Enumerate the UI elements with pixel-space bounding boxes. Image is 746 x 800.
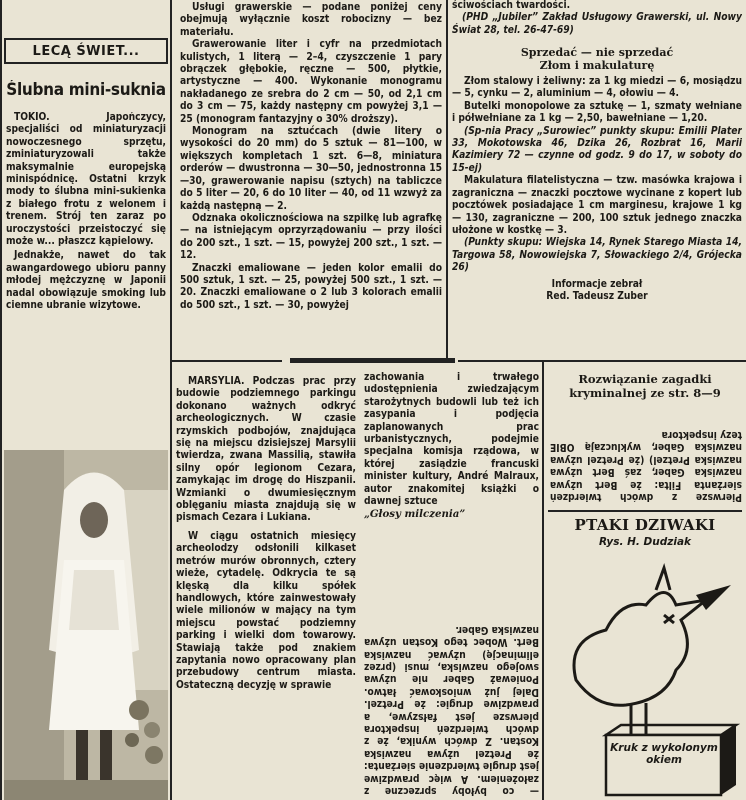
dateline: TOKIO.	[14, 112, 50, 123]
zlom-heading-2: Złom i makulaturę	[539, 58, 655, 72]
marsylia-col-2	[364, 372, 539, 550]
zagadka-header	[548, 372, 742, 400]
grawerskie-para-4: Odznaka okolicznościowa na szpilkę lub agrafkę — na istniejącym oprzyrządowaniu — przy ilości do 200 szt., 1 szt. — 15, powyżej 200 szt., 1 szt. — 12.	[180, 212, 442, 262]
zagadka-title-1: Rozwiązanie zagadki	[578, 372, 712, 386]
section-header-box	[4, 38, 168, 64]
tokio-body-1: Japończycy, specjaliści od miniaturyzacji nowoczesnego sprzętu, zminiaturyzowali także maksymalnie europejską minispódnicę. Ostatni krzyk mody to ślubna mini-sukienka z białego frotu z welonem i trenem. Strój ten zaraz po uroczystości przeistoczyć się może w... płaszcz kąpielowy.	[6, 112, 166, 248]
jubiler-address: (PHD „Jubiler” Zakład Usługowy Grawerski, ul. Nowy Świat 28, tel. 26-47-69)	[452, 12, 742, 36]
zagadka-inverted-body: Pierwsze z dwóch twierdzeń sierżanta Filta: że Bert używa nazwiska Gaber, zaś Bert używa nazwiska Pretzel) (że Pretzel używa nazwiska Gaber, wykluczają OBIE tezy inspektora	[550, 428, 742, 502]
tokio-article	[6, 112, 166, 442]
bride-photo-illustration	[4, 450, 168, 800]
zlom-para-1: Złom stalowy i żeliwny: za 1 kg miedzi — 6, mosiądzu — 5, cynku — 2, aluminium — 4, ołowiu — 4.	[452, 76, 742, 100]
solution-inverted-text	[364, 560, 539, 796]
grawerskie-para-3: Monogram na sztućcach (dwie litery o wysokości do 20 mm) do 5 sztuk — 81—100, w większych kompletach 1 szt. 6—8, miniatura orderów — dwustronna — 30—50, jednostronna 15—30, grawerowanie napisu (sztych) na tabliczce do 5 liter — 20, 6 do 10 liter — 40, od 11 wzwyż za każdą następną — 2.	[180, 126, 442, 212]
hrule-ptaki	[548, 510, 742, 512]
zlom-section	[452, 0, 742, 360]
left-border	[0, 0, 2, 800]
section-header: LECĄ ŚWIET...	[32, 43, 140, 59]
grawerskie-intro: — podane poniżej ceny obejmują wyłącznie koszt robocizny — bez materiału.	[180, 2, 442, 38]
kruk-drawing	[546, 560, 744, 800]
signature-line-1: Informacje zebrał	[551, 278, 643, 290]
zlom-heading-1: Sprzedać — nie sprzedać	[520, 46, 674, 60]
grawerskie-section	[180, 2, 442, 356]
solution-inverted-body: — co byłoby sprzeczne z założeniem. A więc prawdziwe jest drugie twierdzenie sierżanta: że Pretzel używa nazwiska Kostan. Z dwóch wynika, że z dwóch twierdzeń inspektora pierwsze jest fałszywe, a prawdziwe drugie: że Pretzel. Dalej już wnioskować łatwo. Ponieważ Gaber nie używa swojego nazwiska, musi (przez eliminację) używać nazwiska Bert. Wobec tego Kostan używa nazwiska Gaber.	[364, 623, 539, 796]
column-divider-mid	[446, 0, 448, 360]
marsylia-body-1: Podczas prac przy budowie podziemnego parkingu dokonano ważnych odkryć archeologicznych. W czasie rzymskich podbojów, znajdująca się na miejscu dzisiejszej Marsylii twierdza, zwana Massilią, stawiła silny opór legionom Cezara, zamykając im drogę do Hiszpanii. Wzmianki o dwumiesięcznym oblęganiu miasta znajdują się w pismach Cezara i Lukiana.	[176, 376, 356, 524]
article-title: Ślubna mini-suknia	[6, 80, 166, 100]
zagadka-title-2: kryminalnej ze str. 8—9	[569, 386, 721, 400]
zlom-para-3: (Sp-nia Pracy „Surowiec” punkty skupu: Emilii Plater 33, Mokotowska 46, Dzika 26, Rozbrat 16, Marii Kazimiery 72 — czynne od godz. 9 do 17, w soboty do 15-ej)	[452, 125, 742, 174]
right-continuation: ściwościach twardości.	[452, 0, 571, 11]
column-divider-right	[542, 362, 544, 800]
ptaki-header	[548, 516, 742, 548]
zagadka-inverted-text	[550, 402, 742, 502]
zlom-para-5: (Punkty skupu: Wiejska 14, Rynek Starego Miasta 14, Targowa 58, Nowowiejska 7, Słowackiego 2/4, Grójecka 26)	[452, 237, 742, 274]
hrule-left	[172, 360, 282, 362]
bride-photo	[4, 450, 168, 800]
grawerskie-para-2: Grawerowanie liter i cyfr na przedmiotach kulistych, 1 literą — 2–4, czyszczenie 1 pary obrączek głębokie, ręczne — 500, płytkie, artystyczne — 400. Wykonanie monogramu nakładanego ze srebra do 2 cm — 50, od 2,1 cm do 3 cm — 75, każdy następny cm powyżej 3,1 — 25 (monogram fantazyjny o 30% droższy).	[180, 39, 442, 125]
column-divider-left	[170, 0, 172, 800]
marsylia-dateline: MARSYLIA.	[188, 376, 245, 387]
marsylia-body-1b: W ciągu ostatnich miesięcy archeolodzy odsłonili kilkaset metrów murów obronnych, cztery wieże, cytadelę. Odkrycia te są klęską dla kilku spółek handlowych, które zainwestowały wiele milionów w mający na tym miejscu powstać podziemny parking i wielki dom towarowy. Stawiają także pod znakiem zapytania nowo opracowany plan przebudowy centrum miasta. Ostateczną decyzję w sprawie	[176, 530, 356, 691]
zlom-para-2: Butelki monopolowe za sztukę — 1, szmaty wełniane i półwełniane za 1 kg — 2,50, bawełniane — 1,20.	[452, 100, 742, 125]
grawerskie-para-5: Znaczki emaliowane — jeden kolor emalii do 500 sztuk, 1 szt. — 25, powyżej 500 szt., 1 szt. — 20. Znaczki emaliowane o 2 lub 3 kolorach emalii do 500 szt., 1 szt. — 30, powyżej	[180, 262, 442, 311]
hrule-thick	[290, 358, 455, 363]
ptaki-byline: Rys. H. Dudziak	[598, 536, 692, 548]
grawerskie-heading: Usługi grawerskie	[192, 2, 293, 13]
tokio-body-2: Jednakże, nawet do tak awangardowego ubioru panny młodej mężczyznę w Japonii nadal obowiązuje smoking lub ciemne ubranie wizytowe.	[6, 250, 166, 312]
marsylia-col-1	[176, 376, 356, 796]
article-title-wrap	[6, 80, 166, 100]
kruk-caption: Kruk z wykolonym okiem	[610, 742, 718, 766]
ptaki-title: PTAKI DZIWAKI	[574, 516, 716, 534]
signature-line-2: Red. Tadeusz Zuber	[546, 290, 648, 302]
zlom-para-4: Makulatura filatelistyczna — tzw. masówka krajowa i zagraniczna — znaczki pocztowe wycinane z kopert lub pocztówek posiadające 1 cm marginesu, krajowe 1 kg — 130, zagraniczne — 200, 100 sztuk jednego znaczka ułożone w kostkę — 3.	[452, 175, 742, 236]
hrule-right	[458, 360, 746, 362]
marsylia-body-2: zachowania i trwałego udostępnienia zwiedzającym starożytnych budowli lub też ich zasypania i podjęcia zaplanowanych prac urbanistycznych, podejmie specjalna komisja rządowa, w której zasiądzie francuski minister kultury, André Malraux, autor znakomitej książki o dawnej sztuce	[364, 372, 539, 508]
marsylia-quote: „Głosy milczenia”	[364, 508, 466, 521]
